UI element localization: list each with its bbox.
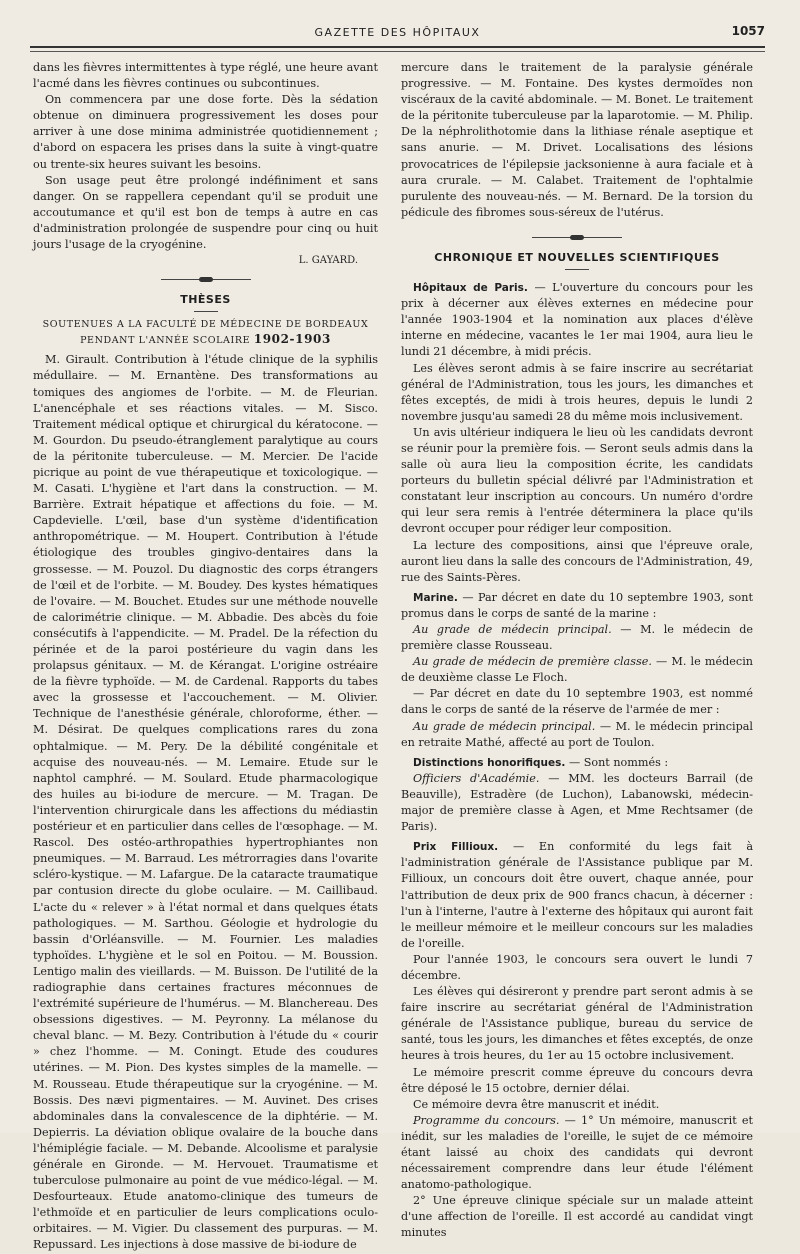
paragraph: Le mémoire prescrit comme épreuve du concours devra être déposé le 15 octobre, dernier délai. xyxy=(401,1065,753,1095)
paragraph xyxy=(401,622,753,654)
paragraph: On commencera par une dose forte. Dès la sédation obtenue on diminuera progressivement les doses pour arriver à une dose minima administrée quotidiennement ; d'abord on espacera les prises dans la suite à vingt-quatre ou trente-six heures suivant les besoins. xyxy=(33,93,378,171)
distinctions-heading: Distinctions honorifiques. xyxy=(413,756,566,769)
paragraph: 2° Une épreuve clinique spéciale sur un malade atteint d'une affection de l'oreille. Il est accordé au candidat vingt minutes xyxy=(401,1194,753,1240)
theses-year: 1902-1903 xyxy=(253,332,331,347)
theses-list: M. Girault. Contribution à l'étude clinique de la syphilis médullaire. — M. Ernantène. Des transformations au tomiques des angiomes de l'orbite. — M. de Fleurian. L'anencéphale et ses réactions vitales. — M. Sisco. Traitement médical optique et chirurgical du kératocone. — M. Gourdon. Du pseudo-étranglement paralytique au cours de la péritonite tuberculeuse. — M. Mercier. De l'acide picrique au point de vue thérapeutique et toxicologique. — M. Casati. L'hygiène et l'art dans la construction. — M. Barrière. Extrait hépatique et affections du foie. — M. Capdevielle. L'œil, base d'un système d'identification anthropométrique. — M. Houpert. Contribution à l'étude étiologique des troubles gingivo-dentaires dans la grossesse. — M. Pouzol. Du diagnostic des corps étrangers de l'œil et de l'orbite. — M. Boudey. Des kystes hématiques de l'ovaire. — M. Bouchet. Etudes sur une méthode nouvelle de calorimétrie clinique. — M. Abbadie. Des abcès du foie consécutifs à l'appendicite. — M. Pradel. De la réfection du périnée et de la paroi postérieure du vagin dans les prolapsus génitaux. — M. de Kérangat. L'origine ostréaire de la fièvre typhoïde. — M. de Cardenal. Rapports du tabes avec la grossesse et l'accouchement. — M. Olivier. Technique de l'anesthésie générale, chloroforme, éther. — M. Désirat. De quelques complications rares du zona ophtalmique. — M. Pery. De la débilité congénitale et acquise des nouveau-nés. — M. Lemaire. Etude sur le naphtol camphré. — M. Soulard. Etude pharmacologique des huiles au bi-iodure de mercure. — M. Tragan. De l'intervention chirurgicale dans les affections du médiastin postérieur et en particulier dans celles de l'œsophage. — M. Rascol. Des ostéo-arthropathies hypertrophiantes non pneumiques. — M. Barraud. Les métrorragies dans l'ovarite scléro-kystique. — M. Lafargue. De la cataracte traumatique par contusion directe du globe oculaire. — M. Caillibaud. L'acte du « relever » à l'état normal et dans quelques états pathologiques. — M. Sarthou. Géologie et hydrologie du bassin d'Orléansville. — M. Fournier. Les maladies typhoïdes. L'hygiène et le sol en Poitou. — M. Boussion. Lentigo malin des vieillards. — M. Buisson. De l'utilité de la radiographie dans certaines fractures méconnues de l'extrémité supérieure de l'humérus. — M. Blanchereau. Des obsessions digestives. — M. Peyronny. La mélanose du cheval blanc. — M. Bezy. Contribution à l'étude du « courir » chez l'homme. — M. Coningt. Etude des coudures utérines. — M. Pion. Des kystes simples de la mamelle. — M. Rousseau. Etude thérapeutique sur la cryogénine. — M. Bossis. Des nævi pigmentaires. — M. Auvinet. Des crises abdominales dans la convalescence de la diphtérie. — M. Depierris. La déviation oblique ovalaire de la bouche dans l'hémiplégie faciale. — M. Debande. Alcoolisme et paralysie générale en Gironde. — M. Hervouet. Traumatisme et tuberculose pulmonaire au point de vue médico-légal. — M. Desfourteaux. Etude anatomo-clinique des tumeurs de l'ethmoïde et en particulier de leurs complications oculo-orbitaires. — M. Vigier. Du classement des purpuras. — M. Repussard. Les injections à dose massive de bi-iodure de xyxy=(33,353,378,1252)
prix-heading: Prix Fillioux. xyxy=(413,841,499,854)
paragraph: mercure dans le traitement de la paralysie générale progressive. — M. Fontaine. Des kystes dermoïdes non viscéraux de la cavité abdominale. — M. Bonet. Le traitement de la péritonite tuberculeuse par la laparotomie. — M. Philip. De la néphrolithotomie dans la lithiase rénale aseptique et sans anurie. — M. Drivet. Localisations des lésions provocatrices de l'épilepsie jacksonienne à aura faciale et à aura crurale. — M. Calabet. Traitement de l'ophtalmie purulente des nouveau-nés. — M. Bernard. De la torsion du pédicule des fibromes sous-séreux de l'utérus. xyxy=(401,61,753,219)
text: — L'ouverture du concours pour les prix à décerner aux élèves externes en médecine pour l'année 1903-1904 et la nomination aux places d'élève interne en médecine, vacantes le 1er mai 1904, aura lieu le lundi 21 décembre, à midi précis. xyxy=(401,281,753,359)
paragraph: Pour l'année 1903, le concours sera ouvert le lundi 7 décembre. xyxy=(401,952,753,982)
paragraph xyxy=(401,771,753,835)
paragraph: Les élèves seront admis à se faire inscrire au secrétariat général de l'Administration, tous les jours, les dimanches et fêtes exceptés, de midi à trois heures, depuis le lundi 2 novembre jusqu'au samedi 28 du même mois inclusivement. xyxy=(401,361,753,423)
paragraph: Les élèves qui désireront y prendre part seront admis à se faire inscrire au secrétariat général de l'Administration générale de l'Assistance publique, bureau du service de santé, tous les jours, les dimanches et fêtes exceptés, de onze heures à trois heures, du 1er au 15 octobre inclusivement. xyxy=(401,985,753,1063)
paragraph: — Par décret en date du 10 septembre 1903, est nommé dans le corps de santé de la réserve de l'armée de mer : xyxy=(401,687,753,717)
header-rule-thick xyxy=(30,46,765,48)
journal-title: GAZETTE DES HÔPITAUX xyxy=(314,26,481,39)
italic-text: Officiers d'Académie. xyxy=(413,771,540,785)
text: — Sont nommés : xyxy=(568,755,669,769)
text: — M. le médecin de première classe Rousseau. xyxy=(401,623,754,653)
theses-subtitle-1: SOUTENUES A LA FACULTÉ DE MÉDECINE DE BORDEAUX xyxy=(42,319,369,331)
text: — Par décret en date du 10 septembre 1903, sont promus dans le corps de santé de la marine : xyxy=(401,590,753,620)
hopitaux-heading: Hôpitaux de Paris. xyxy=(413,282,528,295)
theses-title: THÈSES xyxy=(180,293,231,307)
text: — En conformité du legs fait à l'administration générale de l'Assistance publique par M. Fillioux, un concours doit être ouvert, chaque année, pour l'attribution de deux prix de 900 francs chacun, à décerner : l'un à l'interne, l'autre à l'externe des hôpitaux qui auront fait le meilleur mémoire et le meilleur concours sur les maladies de l'oreille. xyxy=(401,840,754,950)
paragraph: dans les fièvres intermittentes à type réglé, une heure avant l'acmé dans les fièvres continues ou subcontinues. xyxy=(33,61,378,91)
chronique-title: CHRONIQUE ET NOUVELLES SCIENTIFIQUES xyxy=(434,250,720,264)
paragraph xyxy=(401,1113,753,1193)
paragraph: Ce mémoire devra être manuscrit et inédit. xyxy=(413,1097,660,1111)
text: — MM. les docteurs Barrail (de Beauville), Estradère (de Luchon), Labanowski, médecin-major de première classe à Agen, et Mme Rechtsamer (de Paris). xyxy=(401,771,753,834)
paragraph xyxy=(401,654,753,686)
section-separator xyxy=(532,235,622,240)
italic-text: Programme du concours. xyxy=(413,1113,560,1127)
page-header xyxy=(30,22,765,44)
italic-text: Au grade de médecin de première classe. xyxy=(413,655,652,669)
paragraph: Son usage peut être prolongé indéfiniment et sans danger. On se rappellera cependant qu'il se produit une accoutumance et qu'il est bon de temps à autre en cas d'administration prolongée de suspendre pour cinq ou huit jours l'usage de la cryogénine. xyxy=(33,173,378,252)
title-underline xyxy=(194,311,218,312)
header-rule-thin xyxy=(30,51,765,52)
text: — M. le médecin principal en retraite Mathé, affecté au port de Toulon. xyxy=(401,719,754,749)
paragraph: La lecture des compositions, ainsi que l'épreuve orale, auront lieu dans la salle des concours de l'Administration, 49, rue des Saints-Pères. xyxy=(401,538,753,584)
marine-paragraph xyxy=(401,590,753,622)
paragraph xyxy=(401,719,753,751)
author-signature: L. GAYARD. xyxy=(298,255,358,267)
text: — M. le médecin de deuxième classe Le Floch. xyxy=(401,655,753,685)
prix-paragraph xyxy=(401,839,753,952)
theses-subtitle-text: PENDANT L'ANNÉE SCOLAIRE xyxy=(80,335,251,347)
theses-subtitle-2 xyxy=(33,332,378,348)
right-column xyxy=(401,60,753,1242)
hopitaux-paragraph xyxy=(401,280,753,360)
page-number: 1057 xyxy=(731,24,765,38)
distinctions-paragraph xyxy=(401,755,753,771)
italic-text: Au grade de médecin principal. xyxy=(413,719,596,733)
section-separator xyxy=(161,277,251,282)
paragraph: Un avis ultérieur indiquera le lieu où les candidats devront se réunir pour la première fois. — Seront seuls admis dans la salle où aura lieu la composition écrite, les candidats porteurs du bulletin spécial délivré par l'Administration et constatant leur inscription au concours. Un numéro d'ordre qui leur sera remis à l'entrée déterminera la place qu'ils devront occuper pour rédiger leur composition. xyxy=(401,425,753,536)
italic-text: Au grade de médecin principal. xyxy=(413,623,612,636)
text: — 1° Un mémoire, manuscrit et inédit, sur les maladies de l'oreille, le sujet de ce mémoire étant laissé au choix des candidats qui devront nécessairement comprendre dans leur étude l'élément anatomo-pathologique. xyxy=(401,1113,753,1192)
left-column xyxy=(33,60,378,1254)
marine-heading: Marine. xyxy=(413,591,458,604)
title-underline xyxy=(565,269,589,270)
